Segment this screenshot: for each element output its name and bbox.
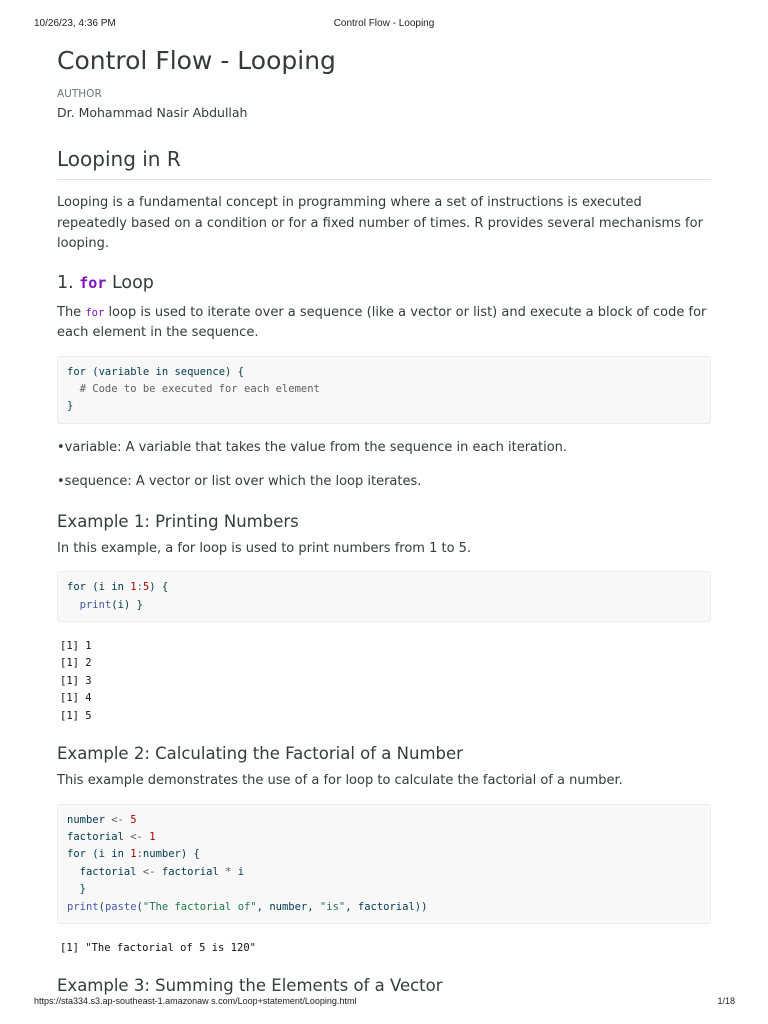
code-token: in [111,848,124,861]
code-token: 5 [130,813,137,826]
code-token: factorial [161,865,219,878]
for-loop-desc-code: for [85,306,105,319]
code-token: print [79,598,112,611]
code-token: print [67,900,99,913]
code-token: number [269,900,308,913]
example1-heading: Example 1: Printing Numbers [57,511,299,531]
code-token: 1 [130,848,137,861]
code-token: "is" [319,900,346,913]
output-line: [1] 1 [60,640,92,653]
code-token: paste [104,900,137,913]
output-line: [1] 5 [60,709,92,722]
code-token: i [237,865,245,878]
author-name: Dr. Mohammad Nasir Abdullah [57,105,248,120]
code-token: 1 [130,581,137,594]
print-footer [0,994,768,1014]
code-comment: # Code to be executed for each element [67,382,320,395]
page-title: Control Flow - Looping [57,46,336,75]
code-token: "The factorial of" [142,900,257,913]
author-label: AUTHOR [57,88,102,100]
code-block-syntax [57,356,711,424]
output-example2 [60,940,711,957]
page-number: 1/18 [717,996,735,1006]
for-loop-description [57,303,711,344]
intro-paragraph: Looping is a fundamental concept in programming where a set of instructions is executed repeatedly based on a condition or for a fixed number of times. R provides several mechanisms for looping. [57,195,703,251]
code-token: in [111,581,124,594]
code-token: factorial [79,865,137,878]
code-line: } [67,400,74,413]
code-line: for (variable in sequence) { [67,365,245,378]
example2-heading: Example 2: Calculating the Factorial of a Number [57,744,463,764]
output-line: [1] 2 [60,657,92,670]
code-token: i [117,598,124,611]
for-loop-heading-number: 1. [57,272,74,293]
print-header [0,0,768,40]
code-token: i [98,581,105,594]
for-loop-heading-text: Loop [111,272,154,293]
code-token: i [98,848,105,861]
output-example1 [60,638,711,725]
output-line: [1] "The factorial of 5 is 120" [60,942,256,954]
output-line: [1] 4 [60,692,92,705]
for-loop-heading-code: for [79,273,107,292]
code-token: factorial [67,830,124,843]
code-block-example1: for (i in 1:5) { print(i) } [57,571,711,622]
document-content [57,44,711,998]
code-block-example2: number <- 5 factorial <- 1 for (i in 1:number) { factorial <- factorial * i } print(paste("The factorial of", number, "is", factorial)) [57,804,711,924]
section-heading-looping: Looping in R [57,145,711,180]
example2-description: This example demonstrates the use of a for loop to calculate the factorial of a number. [57,773,623,789]
code-token: <- [142,865,156,878]
code-token: 1 [149,830,156,843]
for-loop-desc-prefix: The [57,304,82,320]
code-token: for [67,581,86,594]
code-token: factorial [357,900,415,913]
print-url: https://sta334.s3.ap-southeast-1.amazonaw s.com/Loop+statement/Looping.html [34,996,357,1006]
example3-heading: Example 3: Summing the Elements of a Vector [57,976,443,996]
code-token: 5 [142,581,150,594]
code-token: for [67,848,86,861]
for-loop-heading [57,270,711,296]
output-line: [1] 3 [60,674,92,687]
for-loop-desc-suffix: loop is used to iterate over a sequence (like a vector or list) and execute a block of code for each element in the sequence. [57,304,707,340]
bullet-sequence: •sequence: A vector or list over which the loop iterates. [57,474,422,490]
print-title: Control Flow - Looping [333,18,435,29]
example1-description: In this example, a for loop is used to print numbers from 1 to 5. [57,540,472,556]
print-datetime: 10/26/23, 4:36 PM [34,18,116,29]
code-token: number [67,813,105,826]
code-token: number [142,848,181,861]
bullet-variable: •variable: A variable that takes the value from the sequence in each iteration. [57,439,568,455]
code-token: <- [111,813,124,826]
code-token: <- [130,830,143,843]
